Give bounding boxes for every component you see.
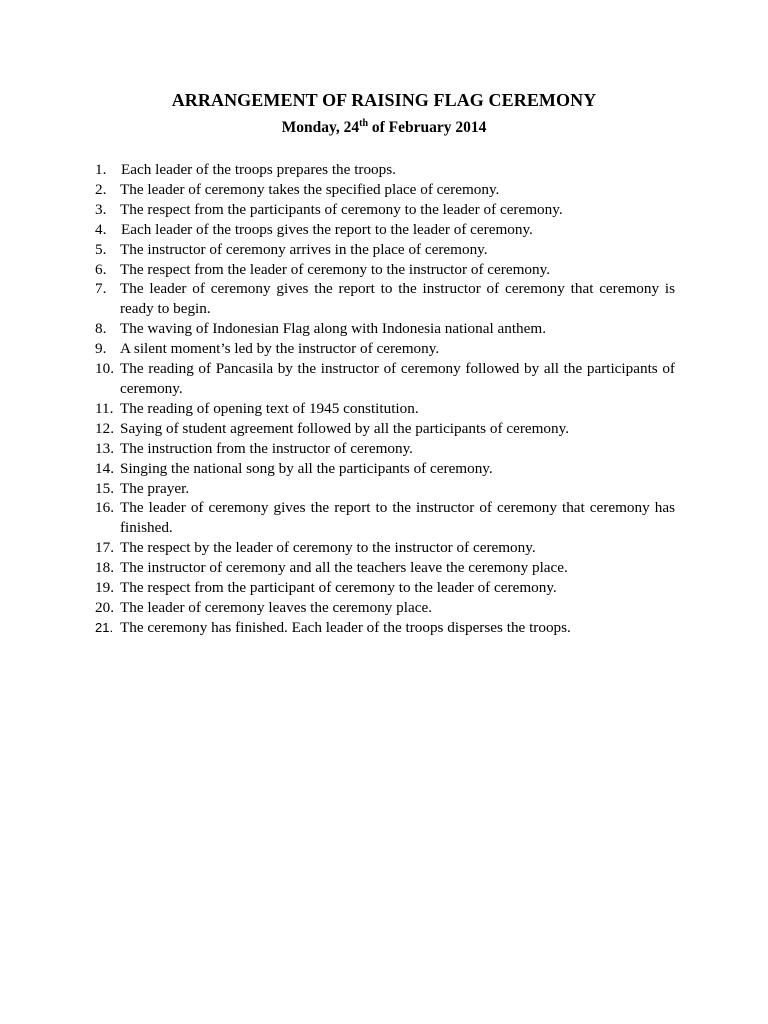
step-text: Each leader of the troops prepares the troops. [121, 161, 396, 178]
step-number: 18. [95, 559, 114, 577]
step-text: The leader of ceremony gives the report to the instructor of ceremony that ceremony has finished. [120, 499, 675, 537]
step-text: The instructor of ceremony arrives in the place of ceremony. [120, 240, 488, 258]
step-text: Saying of student agreement followed by all the participants of ceremony. [120, 419, 570, 437]
step-number: 10. [95, 360, 114, 378]
step-text: The reading of opening text of 1945 constitution. [120, 399, 419, 417]
step-text: Each leader of the troops gives the report to the leader of ceremony. [121, 220, 533, 238]
list-item [95, 598, 675, 618]
list-item [95, 339, 675, 359]
list-item [95, 359, 675, 399]
list-item [95, 319, 675, 339]
step-text: The ceremony has finished. Each leader of the troops disperses the troops. [120, 618, 571, 636]
step-number: 1. [95, 161, 107, 178]
step-number: 6. [95, 260, 107, 278]
step-text: The instructor of ceremony and all the teachers leave the ceremony place. [120, 559, 568, 577]
date-ordinal-suffix: th [359, 117, 369, 129]
list-item [95, 279, 675, 319]
list-item [95, 180, 675, 200]
step-number: 7. [95, 280, 107, 298]
step-text: The leader of ceremony leaves the ceremony place. [120, 598, 433, 616]
list-item [95, 240, 675, 260]
step-number: 17. [95, 539, 114, 557]
step-number: 4. [95, 220, 107, 238]
step-text: Singing the national song by all the participants of ceremony. [120, 459, 493, 477]
list-item [95, 578, 675, 598]
step-number: 13. [95, 439, 114, 457]
step-text: The instruction from the instructor of ceremony. [120, 439, 413, 457]
step-number: 8. [95, 320, 107, 338]
step-text: The leader of ceremony gives the report to the instructor of ceremony that ceremony is ready to begin. [120, 280, 675, 318]
date-day: Monday, 24 [281, 119, 360, 136]
step-number: 12. [95, 419, 114, 437]
date-month-year: of February 2014 [368, 119, 487, 136]
step-text: A silent moment’s led by the instructor of ceremony. [120, 340, 440, 358]
step-text: The leader of ceremony takes the specified place of ceremony. [120, 180, 500, 198]
list-item [95, 160, 675, 180]
list-item [95, 459, 675, 479]
step-text: The reading of Pancasila by the instructor of ceremony followed by all the participants of ceremony. [120, 360, 675, 397]
step-text: The prayer. [120, 479, 190, 497]
list-item [95, 260, 675, 280]
step-number: 3. [95, 200, 107, 218]
step-text: The respect by the leader of ceremony to the instructor of ceremony. [120, 539, 536, 557]
step-number: 2. [95, 180, 107, 198]
document-date [0, 118, 768, 138]
list-item [95, 498, 675, 538]
step-number: 11. [95, 399, 114, 417]
document-title: ARRANGEMENT OF RAISING FLAG CEREMONY [171, 90, 597, 110]
step-text: The respect from the participants of ceremony to the leader of ceremony. [120, 200, 563, 218]
list-item [95, 399, 675, 419]
step-text: The respect from the leader of ceremony to the instructor of ceremony. [120, 260, 550, 278]
ceremony-steps-list [95, 160, 675, 638]
step-number: 14. [95, 459, 114, 477]
step-number: 15. [95, 479, 114, 497]
list-item [95, 618, 675, 638]
step-number: 19. [95, 579, 114, 597]
step-number: 5. [95, 240, 107, 258]
list-item [95, 439, 675, 459]
list-item [95, 558, 675, 578]
list-item [95, 538, 675, 558]
list-item [95, 419, 675, 439]
step-number: 16. [95, 499, 114, 517]
step-number: 20. [95, 598, 114, 616]
list-item [95, 200, 675, 220]
list-item [95, 479, 675, 499]
list-item [95, 220, 675, 240]
step-number: 21. [95, 619, 114, 635]
step-text: The waving of Indonesian Flag along with Indonesia national anthem. [120, 320, 546, 338]
step-number: 9. [95, 340, 107, 358]
step-text: The respect from the participant of ceremony to the leader of ceremony. [120, 579, 557, 597]
